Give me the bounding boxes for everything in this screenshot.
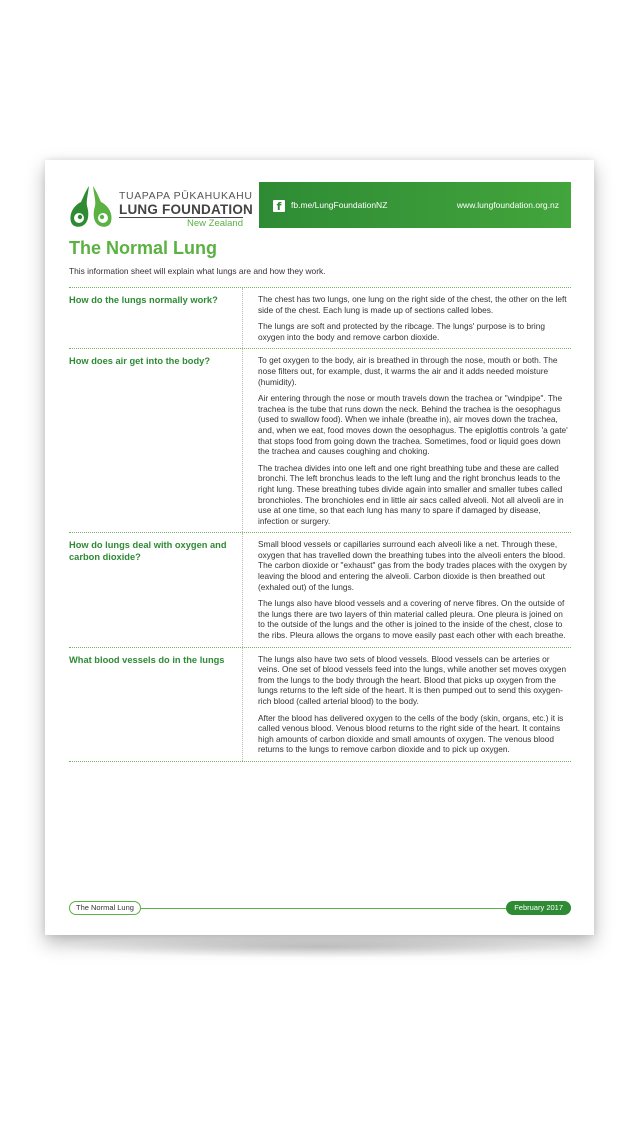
header-banner <box>259 182 571 228</box>
question: How does air get into the body? <box>69 356 211 367</box>
answer-paragraph: To get oxygen to the body, air is breathed in through the nose, mouth or both. The nose filters out, for example, dust, it warms the air and it adds needed moisture (humidity). <box>258 355 558 387</box>
answer-paragraph: The chest has two lungs, one lung on the right side of the chest, the other on the left side of the chest. Each lung is made up of sections called lobes. <box>258 294 567 315</box>
qa-row <box>69 288 571 349</box>
logo-maori-name: TUAPAPA PŪKAHUKAHU <box>119 190 253 202</box>
answer-paragraph: The trachea divides into one left and one right breathing tube and these are called bronchi. The left bronchus leads to the left lung and the right bronchus leads to the right lung. These breathing tubes divide again into smaller and smaller tubes called bronchioles. The bronchioles end in little air sacs called alveoli. Not all alveoli are in use at one time, so that each lung has many to spare if damaged by disease, infection or surgery. <box>258 462 564 526</box>
answer <box>258 288 571 348</box>
footer-rule <box>69 908 571 909</box>
lung-foundation-logo <box>67 182 253 230</box>
question: How do the lungs normally work? <box>69 295 218 305</box>
lung-logo-icon <box>67 182 115 230</box>
answer-paragraph: The lungs are soft and protected by the ribcage. The lungs' purpose is to bring oxygen into the body and remove carbon dioxide. <box>258 321 545 342</box>
column-divider <box>242 349 243 532</box>
answer-paragraph: The lungs also have blood vessels and a covering of nerve fibres. On the outside of the lungs there are two layers of thin material called pleura. One pleura is joined on to the outside of the lungs and the other is joined to the inside of the chest, close to the ribs. Pleura allows the organs to move easily past each other with each breathe. <box>258 598 566 641</box>
question: What blood vessels do in the lungs <box>69 654 225 665</box>
qa-row <box>69 648 571 762</box>
column-divider <box>242 288 243 348</box>
website-link[interactable]: www.lungfoundation.org.nz <box>456 200 559 210</box>
facebook-link[interactable]: fb.me/LungFoundationNZ <box>291 200 388 210</box>
page-footer <box>69 901 571 915</box>
document-page <box>45 160 594 935</box>
qa-row <box>69 533 571 647</box>
footer-document-name: The Normal Lung <box>69 901 141 915</box>
answer-paragraph: Air entering through the nose or mouth travels down the trachea or "windpipe". The trachea is the tube that runs down the neck. Behind the trachea is the oesophagus (used to swallow food). When we inhale (breathe in), air moves down the trachea, and, when we eat, food moves down the oesophagus. The epiglottis controls 'a gate' that stops food from going down the trachea. Sometimes, food or liquid goes down the trachea and causes coughing and choking. <box>258 393 568 457</box>
logo-country: New Zealand <box>187 218 243 229</box>
qa-table <box>69 287 571 762</box>
page-shadow <box>60 936 580 958</box>
answer <box>258 533 571 646</box>
answer-paragraph: Small blood vessels or capillaries surround each alveoli like a net. Through these, oxygen that has travelled down the breathing tubes into the alveoli enters the blood. The carbon dioxide or "exhaust" gas from the body trades places with the oxygen by leaving the blood and entering the alveoli. Carbon dioxide is then breathed out (exhaled out) of the lungs. <box>258 539 567 592</box>
footer-date-badge: February 2017 <box>506 901 571 915</box>
page-title: The Normal Lung <box>69 238 217 258</box>
column-divider <box>242 648 243 761</box>
qa-row <box>69 349 571 533</box>
question: How do lungs deal with oxygen and carbon dioxide? <box>69 540 227 562</box>
answer-paragraph: After the blood has delivered oxygen to the cells of the body (skin, organs, etc.) it is called venous blood. Venous blood returns to the right side of the heart. It contains high amounts of carbon dioxide and small amounts of oxygen. The venous blood returns to the lungs to remove carbon dioxide and to pick up oxygen. <box>258 712 564 755</box>
answer <box>258 349 571 532</box>
answer-paragraph: The lungs also have two sets of blood vessels. Blood vessels can be arteries or veins. One set of blood vessels feed into the lungs, while another set moves oxygen from the lungs to the body through the heart. Blood that picks up oxygen from the lungs returns to the left side of the heart. It is then pumped out to send this oxygen-rich blood (called arterial blood) to the body. <box>258 653 567 706</box>
intro-text: This information sheet will explain what lungs are and how they work. <box>69 266 326 276</box>
column-divider <box>242 533 243 646</box>
facebook-icon: f <box>273 200 285 212</box>
logo-name: LUNG FOUNDATION <box>119 202 253 217</box>
answer <box>258 648 571 761</box>
